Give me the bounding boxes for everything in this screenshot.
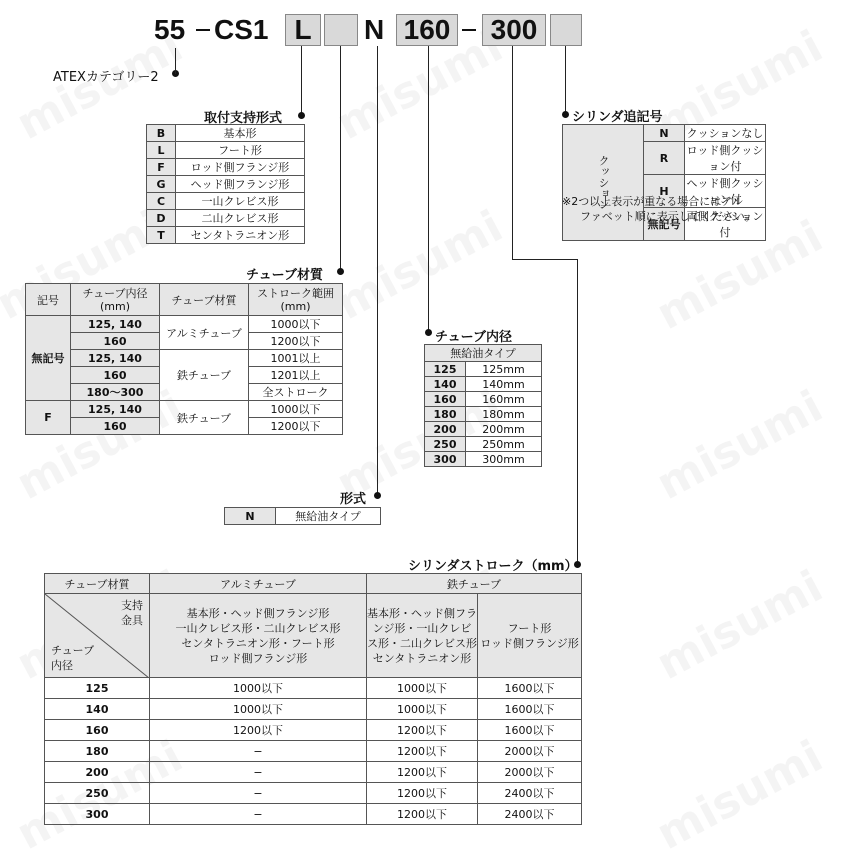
mounting-name: ヘッド側フランジ形 [176, 176, 305, 193]
symbol-f: F [26, 401, 71, 435]
mounting-code: G [147, 176, 176, 193]
leader-line [512, 46, 513, 260]
code-box-stroke: 300 [482, 14, 546, 46]
leader-dot [562, 111, 569, 118]
diag-top-line1: 支持 [121, 599, 143, 612]
mounting-row [147, 193, 305, 210]
diag-top-line2: 金具 [121, 614, 143, 627]
suffix-note-line2: ファベット順に表示してください。 [580, 210, 756, 223]
mounting-row [147, 125, 305, 142]
mounting-name: ロッド側フランジ形 [176, 159, 305, 176]
bore-value: 300mm [466, 452, 542, 467]
stroke-th-material: チューブ材質 [45, 574, 150, 594]
watermark [649, 561, 831, 690]
stroke-steel1: 1000以下 [367, 678, 478, 699]
col-steel2-line1: フート形 [507, 621, 552, 635]
stroke-steel1: 1200以下 [367, 783, 478, 804]
mounting-code: T [147, 227, 176, 244]
dash [462, 29, 476, 31]
th-symbol: 記号 [26, 284, 71, 316]
suffix-code: R [644, 142, 685, 175]
watermark [649, 731, 831, 860]
stroke-steel1: 1200以下 [367, 762, 478, 783]
type-table [224, 507, 381, 525]
code-box-suffix [550, 14, 582, 46]
bore-value: 160mm [466, 392, 542, 407]
stroke-bore: 300 [45, 804, 150, 825]
stroke-alu: 1000以下 [150, 678, 367, 699]
leader-line [377, 46, 378, 496]
stroke-th-steel: 鉄チューブ [367, 574, 582, 594]
col-steel1-line1: 基本形・ヘッド側フラ [367, 606, 477, 620]
stroke-alu: 1000以下 [150, 699, 367, 720]
stroke-steel1: 1200以下 [367, 720, 478, 741]
stroke-row [45, 741, 582, 762]
code-box-mount: L [285, 14, 321, 46]
th-bore: チューブ内径 [82, 286, 148, 300]
bore-code: 140 [425, 377, 466, 392]
stroke-bore: 160 [45, 720, 150, 741]
mounting-code: C [147, 193, 176, 210]
suffix-name: ロッド側クッション付 [685, 142, 766, 175]
mounting-row [147, 159, 305, 176]
tube-material-table [25, 283, 343, 435]
leader-line [301, 46, 302, 118]
watermark [649, 381, 831, 510]
th-material: チューブ材質 [160, 284, 249, 316]
stroke-bore: 250 [45, 783, 150, 804]
col-steel1-line3: ス形・二山クレビス形 [367, 636, 477, 650]
bore-code: 125 [425, 362, 466, 377]
stroke-steel2: 1600以下 [478, 699, 582, 720]
type-code: N [225, 508, 276, 525]
suffix-code: 無記号 [644, 208, 685, 241]
stroke-row [45, 804, 582, 825]
bore-code: 300 [425, 452, 466, 467]
col-alu-line2: 一山クレビス形・二山クレビス形 [175, 621, 341, 635]
stroke-row [45, 783, 582, 804]
stroke-cell: 1001以上 [249, 350, 343, 367]
type-title: 形式 [340, 492, 367, 507]
mounting-row [147, 210, 305, 227]
leader-line [577, 259, 578, 565]
stroke-th-aluminum: アルミチューブ [150, 574, 367, 594]
bore-cell: 125, 140 [71, 401, 160, 418]
leader-dot [425, 329, 432, 336]
col-alu-line3: センタトラニオン形・フート形 [181, 636, 335, 650]
mounting-title: 取付支持形式 [204, 111, 283, 126]
bore-value: 250mm [466, 437, 542, 452]
stroke-cell: 1200以下 [249, 333, 343, 350]
material-steel: 鉄チューブ [160, 350, 249, 401]
bore-cell: 125, 140 [71, 316, 160, 333]
bore-cell: 125, 140 [71, 350, 160, 367]
mounting-table [146, 124, 305, 244]
mounting-code: D [147, 210, 176, 227]
mounting-name: センタトラニオン形 [176, 227, 305, 244]
stroke-cell: 1000以下 [249, 316, 343, 333]
stroke-cell: 1000以下 [249, 401, 343, 418]
bore-table [424, 344, 542, 467]
bore-row [425, 422, 542, 437]
suffix-name: クッションなし [685, 125, 766, 142]
bore-row [425, 392, 542, 407]
stroke-cell: 1201以上 [249, 367, 343, 384]
stroke-alu: − [150, 804, 367, 825]
bore-value: 125mm [466, 362, 542, 377]
stroke-row [45, 678, 582, 699]
stroke-bore: 180 [45, 741, 150, 762]
leader-line [175, 48, 176, 74]
th-stroke: ストローク範囲 [257, 286, 334, 300]
mounting-row [147, 142, 305, 159]
col-steel2-line2: ロッド側フランジ形 [480, 636, 579, 650]
leader-dot [374, 492, 381, 499]
stroke-bore: 140 [45, 699, 150, 720]
diag-bottom-line1: チューブ [51, 644, 95, 657]
suffix-name: ヘッド側クッション付 [685, 175, 766, 208]
th-bore-unit: (mm) [99, 299, 130, 313]
stroke-steel2: 2000以下 [478, 762, 582, 783]
mounting-code: F [147, 159, 176, 176]
col-alu-line1: 基本形・ヘッド側フランジ形 [186, 606, 330, 620]
bore-cell: 180～300 [71, 384, 160, 401]
stroke-cell: 1200以下 [249, 418, 343, 435]
bore-cell: 160 [71, 333, 160, 350]
material-aluminum: アルミチューブ [160, 316, 249, 350]
stroke-alu: − [150, 741, 367, 762]
stroke-table [44, 573, 582, 825]
bore-header: 無給油タイプ [425, 345, 542, 362]
col-steel1-line2: ンジ形・一山クレビ [372, 621, 472, 635]
stroke-cell: 全ストローク [249, 384, 343, 401]
stroke-row [45, 762, 582, 783]
bore-title: チューブ内径 [435, 330, 512, 345]
part-series: CS1 [214, 14, 269, 45]
stroke-steel2: 1600以下 [478, 720, 582, 741]
suffix-name: 両側クッション付 [685, 208, 766, 241]
stroke-row [45, 699, 582, 720]
bore-cell: 160 [71, 418, 160, 435]
stroke-title: シリンダストローク（mm） [408, 559, 578, 574]
bore-code: 200 [425, 422, 466, 437]
mounting-row [147, 227, 305, 244]
suffix-note-line1: ※2つ以上表示が重なる場合にはアル [562, 195, 743, 208]
stroke-bore: 200 [45, 762, 150, 783]
code-box-bore: 160 [396, 14, 458, 46]
suffix-code: H [644, 175, 685, 208]
part-type-code: N [364, 14, 385, 45]
leader-line [428, 46, 429, 334]
mounting-code: L [147, 142, 176, 159]
leader-line [565, 46, 566, 116]
stroke-alu: − [150, 783, 367, 804]
bore-row [425, 362, 542, 377]
bore-code: 180 [425, 407, 466, 422]
leader-dot [298, 112, 305, 119]
code-box-tube-material [324, 14, 358, 46]
stroke-steel2: 1600以下 [478, 678, 582, 699]
bore-row [425, 407, 542, 422]
mounting-code: B [147, 125, 176, 142]
symbol-none: 無記号 [26, 316, 71, 401]
tube-material-title: チューブ材質 [246, 268, 323, 283]
diag-bottom-line2: 内径 [51, 659, 73, 672]
bore-row [425, 452, 542, 467]
stroke-steel2: 2000以下 [478, 741, 582, 762]
col-steel1-line4: センタトラニオン形 [372, 651, 472, 665]
cushion-side-label: クッション [597, 155, 610, 210]
bore-row [425, 437, 542, 452]
dash [196, 29, 210, 31]
bore-row [425, 377, 542, 392]
col-alu-line4: ロッド側フランジ形 [208, 651, 308, 665]
watermark [329, 201, 511, 330]
mounting-name: フート形 [176, 142, 305, 159]
type-name: 無給油タイプ [276, 508, 381, 525]
stroke-bore: 125 [45, 678, 150, 699]
bore-value: 140mm [466, 377, 542, 392]
mounting-name: 基本形 [176, 125, 305, 142]
stroke-steel2: 2400以下 [478, 783, 582, 804]
bore-value: 200mm [466, 422, 542, 437]
stroke-alu: 1200以下 [150, 720, 367, 741]
mounting-name: 一山クレビス形 [176, 193, 305, 210]
mounting-row [147, 176, 305, 193]
mounting-name: 二山クレビス形 [176, 210, 305, 227]
th-stroke-unit: (mm) [280, 299, 311, 313]
stroke-row [45, 720, 582, 741]
stroke-steel1: 1200以下 [367, 804, 478, 825]
stroke-steel1: 1200以下 [367, 741, 478, 762]
leader-line [512, 259, 578, 260]
suffix-code: N [644, 125, 685, 142]
material-steel: 鉄チューブ [160, 401, 249, 435]
cylinder-suffix-title: シリンダ追記号 [572, 110, 663, 125]
bore-value: 180mm [466, 407, 542, 422]
part-prefix: 55 [154, 14, 186, 45]
atex-label: ATEXカテゴリー2 [53, 70, 159, 85]
bore-code: 160 [425, 392, 466, 407]
leader-line [340, 46, 341, 274]
stroke-steel2: 2400以下 [478, 804, 582, 825]
stroke-steel1: 1000以下 [367, 699, 478, 720]
stroke-alu: − [150, 762, 367, 783]
leader-dot [337, 268, 344, 275]
bore-code: 250 [425, 437, 466, 452]
bore-cell: 160 [71, 367, 160, 384]
